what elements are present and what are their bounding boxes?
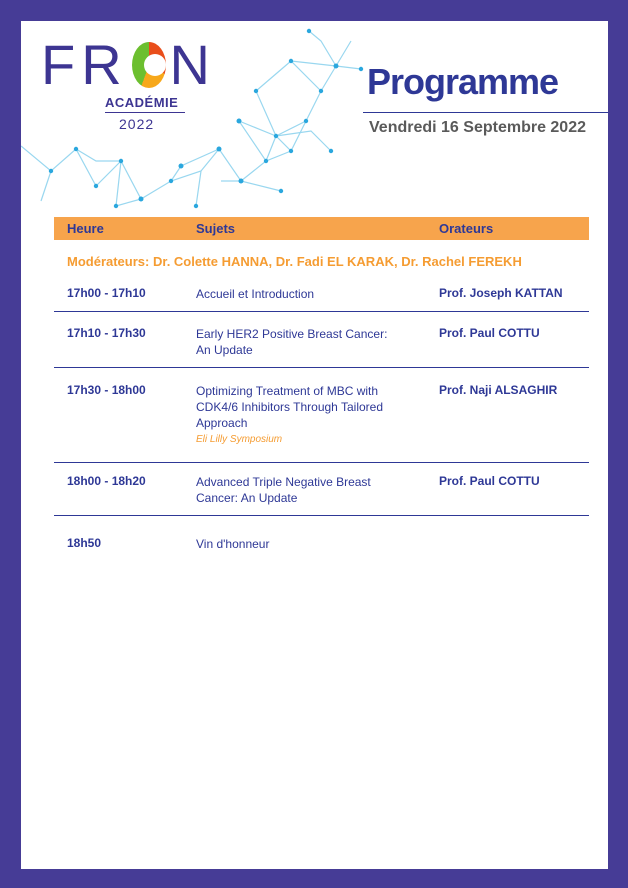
row-time: 18h00 - 18h20: [67, 474, 146, 488]
logo-year: 2022: [119, 116, 155, 132]
row-topic-text: Accueil et Introduction: [196, 287, 315, 301]
row-topic-text: Advanced Triple Negative Breast Cancer: An Update: [196, 475, 371, 505]
title-divider: [363, 112, 608, 113]
row-speaker: Prof. Paul COTTU: [439, 326, 540, 340]
logo-subtitle: ACADÉMIE: [105, 95, 179, 110]
programme-page: [21, 21, 608, 869]
row-topic: [196, 383, 396, 448]
logo-divider: [105, 112, 185, 113]
row-topic: [196, 326, 396, 358]
row-topic-text: Early HER2 Positive Breast Cancer: An Update: [196, 327, 388, 357]
row-divider: [54, 311, 589, 312]
row-speaker: Prof. Joseph KATTAN: [439, 286, 563, 300]
table-header: [54, 217, 589, 240]
header-heure: Heure: [67, 221, 104, 236]
row-divider: [54, 367, 589, 368]
row-time: 17h10 - 17h30: [67, 326, 146, 340]
fron-logo: [41, 33, 216, 132]
logo-word-right: N: [169, 33, 216, 96]
header-orateurs: Orateurs: [439, 221, 494, 236]
row-topic: [196, 286, 396, 302]
event-date: Vendredi 16 Septembre 2022: [369, 119, 586, 136]
row-topic: [196, 536, 396, 552]
row-speaker: Prof. Paul COTTU: [439, 474, 540, 488]
sponsor-label: Eli Lilly Symposium: [196, 434, 283, 445]
row-topic-text: Optimizing Treatment of MBC with CDK4/6 Inhibitors Through Tailored Approach: [196, 384, 383, 430]
row-time: 17h30 - 18h00: [67, 383, 146, 397]
logo-ring-icon: [132, 42, 166, 88]
row-speaker: Prof. Naji ALSAGHIR: [439, 383, 558, 397]
page-title: Programme: [367, 61, 559, 102]
row-topic: [196, 474, 396, 506]
row-divider: [54, 515, 589, 516]
moderators-line: Modérateurs: Dr. Colette HANNA, Dr. Fadi EL KARAK, Dr. Rachel FEREKH: [67, 254, 522, 269]
logo-wordmark: [41, 33, 216, 96]
logo-word-left: FR: [41, 33, 128, 96]
row-time: 18h50: [67, 536, 102, 550]
row-time: 17h00 - 17h10: [67, 286, 146, 300]
row-topic-text: Vin d'honneur: [196, 537, 270, 551]
row-divider: [54, 462, 589, 463]
header-sujets: Sujets: [196, 221, 236, 236]
